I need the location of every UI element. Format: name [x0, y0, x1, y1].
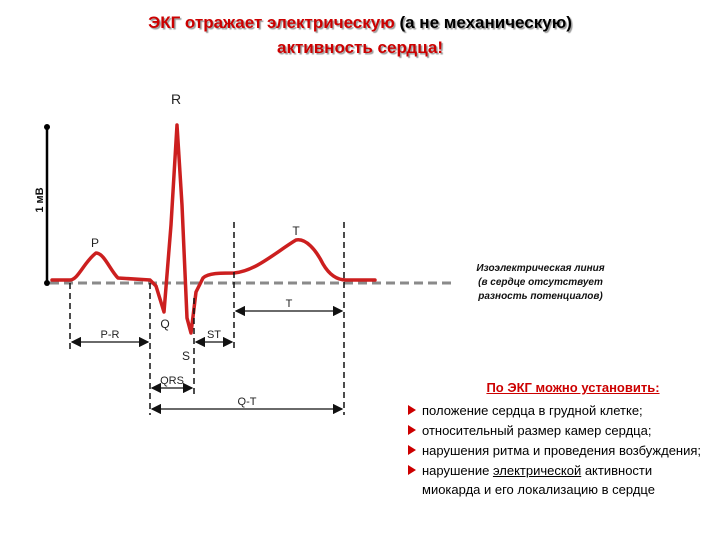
bullet-arrow-icon: [408, 425, 416, 435]
wave-label-p: P: [90, 236, 100, 250]
isoelectric-note: [438, 262, 643, 304]
wave-label-s: S: [181, 349, 191, 363]
interval-label-qt: Q-T: [237, 396, 257, 408]
title-red-part: ЭКГ отражает электрическую: [148, 13, 395, 32]
interval-label-t: T: [285, 298, 293, 310]
findings-item: [408, 441, 708, 460]
isoelectric-note-line-2: (в сердце отсутствует: [478, 277, 603, 288]
interval-label-pr: P-R: [100, 329, 120, 341]
title-black-part: (а не механическую): [394, 13, 572, 32]
bullet-arrow-icon: [408, 405, 416, 415]
isoelectric-note-line-1: Изоэлектрическая линия: [476, 263, 605, 274]
bullet-arrow-icon: [408, 465, 416, 475]
findings-list: [408, 401, 708, 499]
findings-item: [408, 401, 708, 420]
findings-panel: [408, 378, 708, 500]
findings-item-text: положение сердца в грудной клетке;: [422, 403, 643, 418]
wave-label-q: Q: [160, 317, 170, 331]
interval-markers: [70, 222, 344, 415]
scale-bar-bottom-dot: [44, 280, 50, 286]
findings-item: [408, 461, 708, 499]
scale-label: [22, 170, 52, 230]
findings-item-text: нарушения ритма и проведения возбуждения;: [422, 443, 702, 458]
interval-label-qrs: QRS: [160, 375, 184, 387]
isoelectric-note-line-3: разность потенциалов): [478, 291, 603, 302]
scale-label-text: 1 мВ: [34, 187, 46, 213]
findings-item-underlined: электрической: [492, 463, 582, 478]
wave-label-r: R: [170, 91, 182, 107]
interval-label-st: ST: [206, 329, 222, 341]
findings-item-text: относительный размер камер сердца;: [422, 423, 652, 438]
wave-label-t: T: [292, 224, 300, 238]
bullet-arrow-icon: [408, 445, 416, 455]
scale-bar-top-dot: [44, 124, 50, 130]
findings-item-post: активности миокарда и его локализацию в сердце: [422, 463, 655, 497]
ecg-trace: [52, 125, 375, 333]
title-line-2: активность сердца!: [276, 38, 443, 57]
findings-title: По ЭКГ можно установить:: [486, 380, 660, 395]
findings-item: [408, 421, 708, 440]
findings-item-pre: нарушение: [422, 463, 493, 478]
